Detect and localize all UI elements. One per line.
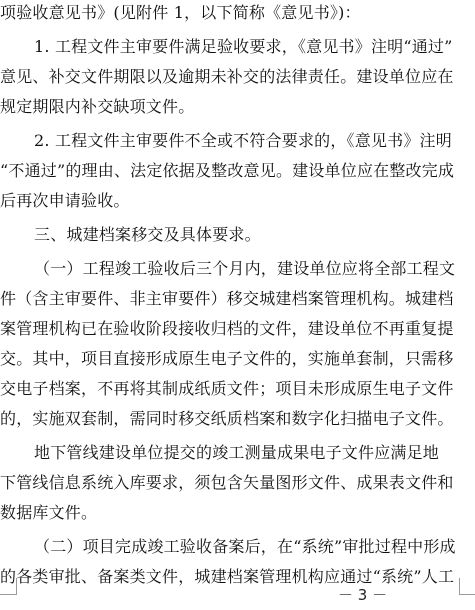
item-1-line-2: 意见、补交文件期限以及逾期未补交的法律责任。建设单位应在 bbox=[0, 67, 454, 86]
pipeline-paragraph-line-2: 下管线信息系统入库要求，须包含矢量图形文件、成果表文件和 bbox=[0, 473, 454, 492]
item-2-line-3: 后再次申请验收。 bbox=[0, 191, 130, 210]
paragraph-continuation-line: 项验收意见书》(见附件 1，以下简称《意见书》)： bbox=[0, 3, 361, 22]
subsection-2-line-1: （二）项目完成竣工验收备案后，在“系统”审批过程中形成 bbox=[34, 537, 456, 556]
subsection-1-line-6: 的，实施双套制，需同时移交纸质档案和数字化扫描电子文件。 bbox=[0, 409, 454, 428]
subsection-1-line-3: 案管理机构已在验收阶段接收归档的文件，建设单位不再重复提 bbox=[0, 319, 454, 338]
subsection-1-line-5: 交电子档案，不再将其制成纸质文件；项目未形成原生电子文件 bbox=[0, 379, 454, 398]
item-1-line-3: 规定期限内补交缺项文件。 bbox=[0, 97, 195, 116]
subsection-1-line-1: （一）工程竣工验收后三个月内，建设单位应将全部工程文 bbox=[34, 259, 456, 278]
right-page-crop-mark bbox=[459, 578, 475, 595]
subsection-1-line-4: 交。其中，项目直接形成原生电子文件的，实施单套制，只需移 bbox=[0, 349, 454, 368]
item-2-line-2: “不通过”的理由、法定依据及整改意见。建设单位应在整改完成 bbox=[0, 161, 455, 180]
pipeline-paragraph-line-3: 数据库文件。 bbox=[0, 503, 98, 522]
item-2-line-1: 2. 工程文件主审要件不全或不符合要求的，《意见书》注明 bbox=[34, 131, 452, 150]
subsection-1-line-2: 件（含主审要件、非主审要件）移交城建档案管理机构。城建档 bbox=[0, 289, 454, 308]
page-number: － 3 － bbox=[338, 586, 388, 604]
item-1-line-1: 1. 工程文件主审要件满足验收要求，《意见书》注明“通过” bbox=[34, 37, 453, 56]
left-page-crop-mark bbox=[0, 578, 17, 595]
section-heading: 三、城建档案移交及具体要求。 bbox=[34, 225, 261, 244]
subsection-2-line-2: 的各类审批、备案类文件，城建档案管理机构应通过“系统”人工 bbox=[0, 567, 455, 586]
pipeline-paragraph-line-1: 地下管线建设单位提交的竣工测量成果电子文件应满足地 bbox=[34, 443, 440, 462]
